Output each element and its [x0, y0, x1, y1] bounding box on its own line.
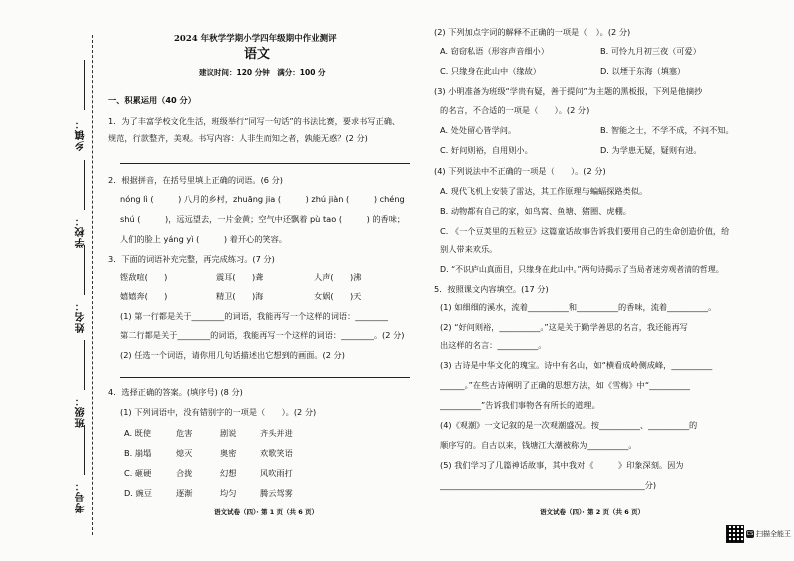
q1-writing-line[interactable] — [120, 163, 410, 164]
section-title: 一、积累运用（40 分） — [108, 95, 196, 105]
option-c: C. 只缘身在此山中（缘故） — [440, 66, 541, 76]
school-label: 学校： — [76, 215, 87, 248]
q3-word: 女娲( )天 — [314, 291, 362, 301]
class-label: 班级： — [76, 395, 87, 428]
option-cell: 欢歌笑语 — [260, 448, 293, 458]
q4-sub-text: 的名言，不合适的一项是（ ）。(2 分) — [440, 105, 590, 115]
time-info: 建议时间：120 分钟 满分：100 分 — [199, 68, 326, 77]
q3-word: 嬉嬉奔( ) — [120, 291, 168, 301]
township-blank[interactable] — [84, 60, 85, 110]
option-c: 别人带来欢乐。 — [440, 244, 498, 254]
option-a: A. 现代飞机上安装了雷达，其工作原理与蝙蝠探路类似。 — [440, 186, 648, 196]
q3-word: 震耳( )聋 — [216, 272, 264, 282]
q2-text: 2．根据拼音，在括号里填上正确的词语。(6 分) — [108, 175, 283, 185]
name-label: 姓名： — [76, 300, 87, 333]
option-b: B. 智能之士，不学不成，不问不知。 — [600, 125, 734, 135]
option-a: A. 窃窃私语（形容声音细小） — [440, 46, 549, 56]
q4-sub-text: (4) 下列说法中不正确的一项是（ ）。(2 分) — [434, 166, 606, 176]
q5-sub-text: (1) 如细细的溪水，流着__________和__________的香味，流着__________。 — [440, 302, 717, 312]
qr-code-icon — [726, 525, 744, 543]
class-blank[interactable] — [84, 340, 85, 390]
q5-sub-text: 顺序写的。自古以来，钱塘江大潮被称为__________。 — [440, 440, 637, 450]
page-footer: 语文试卷（四）· 第 1 页（共 6 页） — [214, 508, 319, 516]
q2-text: shú ( )，远远望去，一片金黄；空气中还飘着 pù tao ( ) 的香味； — [120, 214, 406, 224]
binding-margin — [0, 0, 104, 561]
scanner-label: 扫描全能王 — [756, 530, 791, 538]
option-cell: 齐头并进 — [260, 428, 293, 438]
option-d: D. 以堙于东海（填塞） — [600, 66, 686, 76]
q5-sub-text: 出这样的名言：__________。 — [440, 340, 547, 350]
option-cell: 合拢 — [176, 468, 193, 478]
option-cell: 幻想 — [220, 468, 237, 478]
q2-text: 人们的脸上 yáng yì ( ) 着开心的笑容。 — [120, 234, 287, 244]
option-cell: 危害 — [176, 428, 193, 438]
option-cell: D. 豌豆 — [124, 488, 152, 498]
option-cell: C. 砸硬 — [124, 468, 152, 478]
q5-text: 5．按照课文内容填空。(17 分) — [434, 284, 549, 294]
option-d: D. 为学患无疑，疑则有进。 — [600, 145, 702, 155]
q5-sub-text: (2) “好问则裕，__________。”这是关于勤学善思的名言，我还能再写 — [440, 322, 688, 332]
option-cell: 熄灭 — [176, 448, 193, 458]
page-footer: 语文试卷（四）· 第 2 页（共 6 页） — [540, 508, 645, 516]
option-d: D. “不识庐山真面目，只缘身在此山中。”两句诗揭示了当局者迷旁观者清的哲理。 — [440, 265, 724, 274]
examno-label: 考号： — [76, 480, 87, 513]
name-blank[interactable] — [84, 245, 85, 295]
q4-text: 4．选择正确的答案。(填序号) (8 分) — [108, 387, 243, 397]
q5-sub-text: __________”告诉我们事物各有所长的道理。 — [440, 400, 600, 410]
q3-word: 精卫( )海 — [216, 291, 264, 301]
cut-line — [92, 35, 93, 535]
q1-text: 规范，行款整齐，美观。书写内容：人非生而知之者，孰能无惑？(2 分) — [108, 133, 368, 143]
q4-sub-text: (1) 下列词语中，没有错别字的一项是（ ）。(2 分) — [120, 407, 317, 417]
q5-sub-text: (3) 古诗是中华文化的瑰宝。诗中有名山，如“横看成岭侧成峰，__________ — [440, 360, 713, 370]
examno-blank[interactable] — [84, 425, 85, 475]
q5-sub-text: (4)《观潮》一文记叙的是一次观潮盛况。按__________、__________的 — [440, 420, 698, 430]
q3-sub-text: (1) 第一行都是关于________的词语，我能再写一个这样的词语：________ — [120, 311, 389, 321]
q3-text: 3．下面的词语补充完整，再完成练习。(7 分) — [108, 254, 275, 264]
option-cell: 奥密 — [220, 448, 237, 458]
q4-sub-text: (2) 下列加点字词的解释不正确的一项是（ ）。(2 分) — [434, 27, 631, 37]
q4-sub-text: (3) 小明准备为班级“学贵有疑，善于提问”为主题的黑板报，下列是他摘抄 — [434, 86, 703, 96]
q5-sub-text: (5) 我们学习了几篇神话故事，其中我对《 》印象深刻。因为 — [440, 460, 684, 470]
exam-title: 2024 年秋学学期小学四年级期中作业测评 — [174, 34, 337, 44]
subject-title: 语文 — [244, 47, 271, 62]
option-a: A. 处处留心皆学问。 — [440, 125, 517, 135]
option-cell: 剧说 — [220, 428, 237, 438]
option-cell: 腾云驾雾 — [260, 488, 293, 498]
q3-writing-line[interactable] — [120, 377, 410, 378]
scanner-logo-icon: CS — [746, 531, 754, 537]
q2-text: nóng lì ( ) 八月的乡村，zhuāng jia ( ) zhú jiàn ( ) chéng — [120, 194, 405, 204]
q3-sub-text: 第二行都是关于________的词语，我能再写一个这样的词语：________。(2 分) — [120, 330, 405, 340]
option-cell: 均匀 — [220, 488, 237, 498]
option-b: B. 可怜九月初三夜（可爱） — [600, 46, 701, 56]
option-cell: 风吹雨打 — [260, 468, 293, 478]
township-label: 乡镇： — [76, 118, 87, 151]
option-c: C. 《一个豆荚里的五粒豆》这篇童话故事告诉我们要用自己的生命创造价值，给 — [440, 226, 730, 236]
option-cell: B. 崩塌 — [124, 448, 152, 458]
q3-sub-text: (2) 任选一个词语，请你用几句话描述出它想到的画面。(2 分) — [120, 350, 345, 360]
school-blank[interactable] — [84, 160, 85, 210]
q3-word: 铿敌喧( ) — [120, 272, 168, 282]
option-cell: 逐渐 — [176, 488, 193, 498]
q1-text: 1．为了丰富学校文化生活，班级举行“同写一句话”的书法比赛，要求书写正确、 — [108, 116, 401, 126]
q5-sub-text: __________________________________________________分) — [440, 480, 657, 490]
q5-sub-text: ______。”在些古诗阐明了正确的思想方法，如《雪梅》中“__________ — [440, 380, 691, 390]
option-b: B. 动物都有自己的家，如鸟窝、鱼塘、猪圈、虎棚。 — [440, 206, 631, 216]
q3-word: 人声( )沸 — [314, 272, 362, 282]
option-c: C. 好问则裕，自用则小。 — [440, 145, 533, 155]
option-cell: A. 既使 — [124, 428, 152, 438]
scanner-watermark — [746, 529, 791, 539]
